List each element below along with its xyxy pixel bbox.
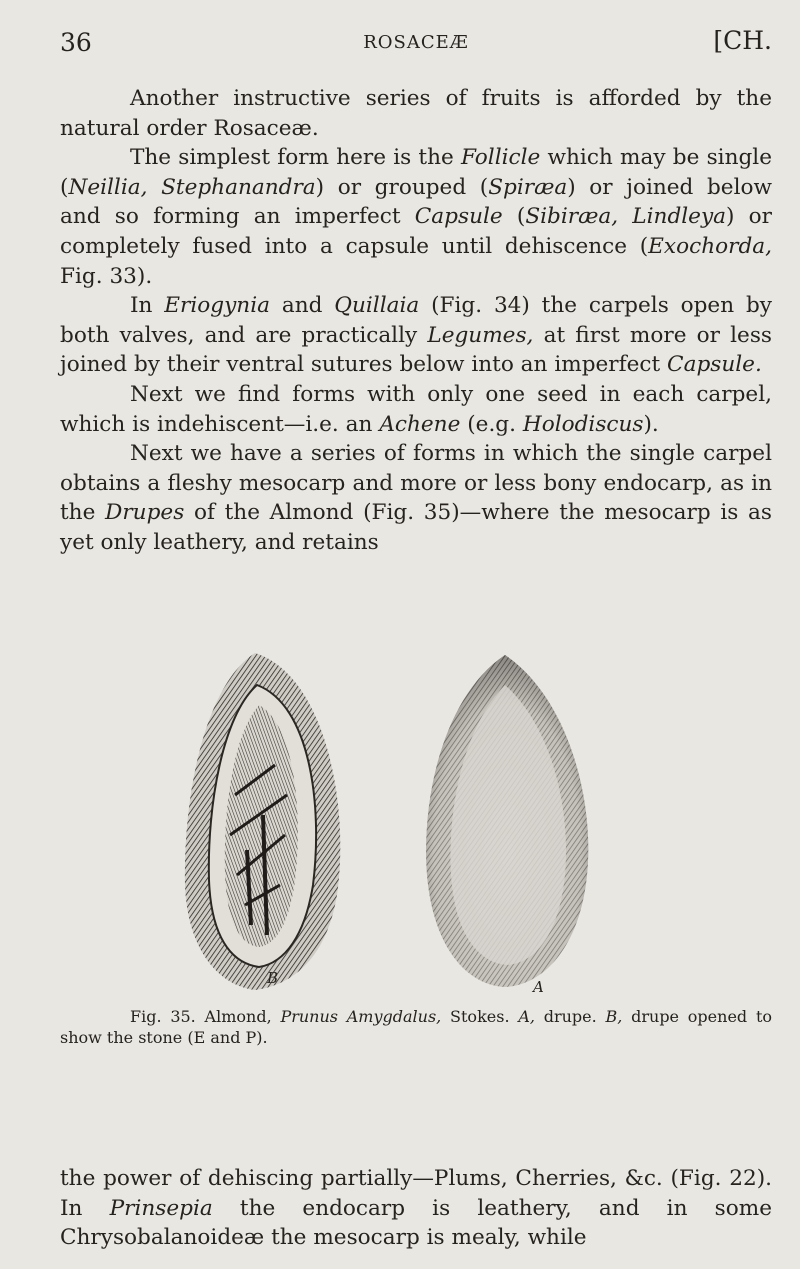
figure-caption [60, 1006, 772, 1048]
page-header [60, 28, 772, 64]
body-text-top [60, 84, 772, 558]
paragraph [60, 439, 772, 557]
paragraph [60, 84, 772, 143]
text-run: and [269, 293, 335, 319]
italic-text: Prinsepia [109, 1195, 213, 1221]
italic-text: Prunus Amygdalus, [280, 1007, 442, 1026]
text-run: In [130, 293, 165, 319]
text-run: ). [643, 411, 659, 437]
text-run: Next we have a series of forms in which the single carpel obtains a fleshy mesocarp and more or less bony endocarp, as in the [60, 441, 772, 526]
italic-text: Legumes, [427, 322, 534, 348]
italic-text: Exochorda, [648, 233, 772, 259]
text-run: Fig. 35. Almond, [130, 1007, 281, 1026]
chapter-mark: [CH. [713, 26, 772, 55]
text-run: ) or completely fused into a capsule until dehiscence ( [60, 204, 772, 259]
italic-text: Capsule. [667, 352, 762, 378]
drupe-opened-b [185, 653, 340, 990]
italic-text: Drupes [105, 500, 185, 526]
italic-text: Eriogynia [164, 293, 270, 319]
caption-text [60, 1007, 772, 1047]
text-run: drupe opened to show the stone (E and P). [60, 1007, 773, 1047]
paragraph [60, 1164, 772, 1253]
figure-almond [175, 645, 635, 1000]
italic-text: Capsule [414, 204, 503, 230]
italic-text: Sibiræa, Lindleya [525, 204, 727, 230]
text-run: drupe. [534, 1007, 606, 1026]
paragraph [60, 291, 772, 380]
text-run: (Fig. 34) the carpels open by both valves, and are practically [60, 293, 772, 348]
italic-text: Follicle [461, 145, 541, 171]
text-run: of the Almond (Fig. 35)—where the mesocarp is as yet only leathery, and retains [60, 500, 772, 555]
body-text-bottom [60, 1164, 772, 1253]
text-run: Stokes. [441, 1007, 519, 1026]
text-run: at first more or less joined by their ventral sutures below into an imperfect [60, 322, 772, 378]
italic-text: B, [605, 1007, 623, 1026]
figure-label-a: A [533, 978, 544, 996]
italic-text: Achene [379, 411, 461, 437]
text-run: ) or joined below and so forming an imperfect [60, 174, 772, 230]
text-run: Next we find forms with only one seed in each carpel, which is indehiscent—i.e. an [60, 381, 772, 437]
text-run: the endocarp is leathery, and in some Chrysobalanoideæ the mesocarp is mealy, while [60, 1195, 772, 1251]
text-run: Another instructive series of fruits is afforded by the natural order Rosaceæ. [60, 86, 772, 141]
text-run: the power of dehiscing partially—Plums, Cherries, &c. (Fig. 22). In [60, 1166, 772, 1221]
text-run: which may be single ( [60, 145, 772, 200]
figure-label-b: B [267, 969, 279, 987]
italic-text: Quillaia [334, 293, 420, 319]
italic-text: Neillia, Stephanandra [68, 174, 316, 200]
text-run: Fig. 33). [60, 263, 153, 289]
text-run: The simplest form here is the [130, 145, 461, 171]
page-number: 36 [60, 28, 92, 57]
almond-illustration [175, 645, 635, 1000]
text-run: ) or grouped ( [315, 174, 489, 200]
italic-text: Spiræa [488, 174, 568, 200]
paragraph [60, 380, 772, 439]
drupe-whole-a [426, 655, 588, 987]
running-head: ROSACEÆ [363, 32, 469, 53]
paragraph [60, 143, 772, 291]
italic-text: Holodiscus [522, 411, 644, 437]
text-run: (e.g. [460, 411, 523, 437]
text-run: ( [502, 204, 526, 230]
italic-text: A, [518, 1007, 535, 1026]
